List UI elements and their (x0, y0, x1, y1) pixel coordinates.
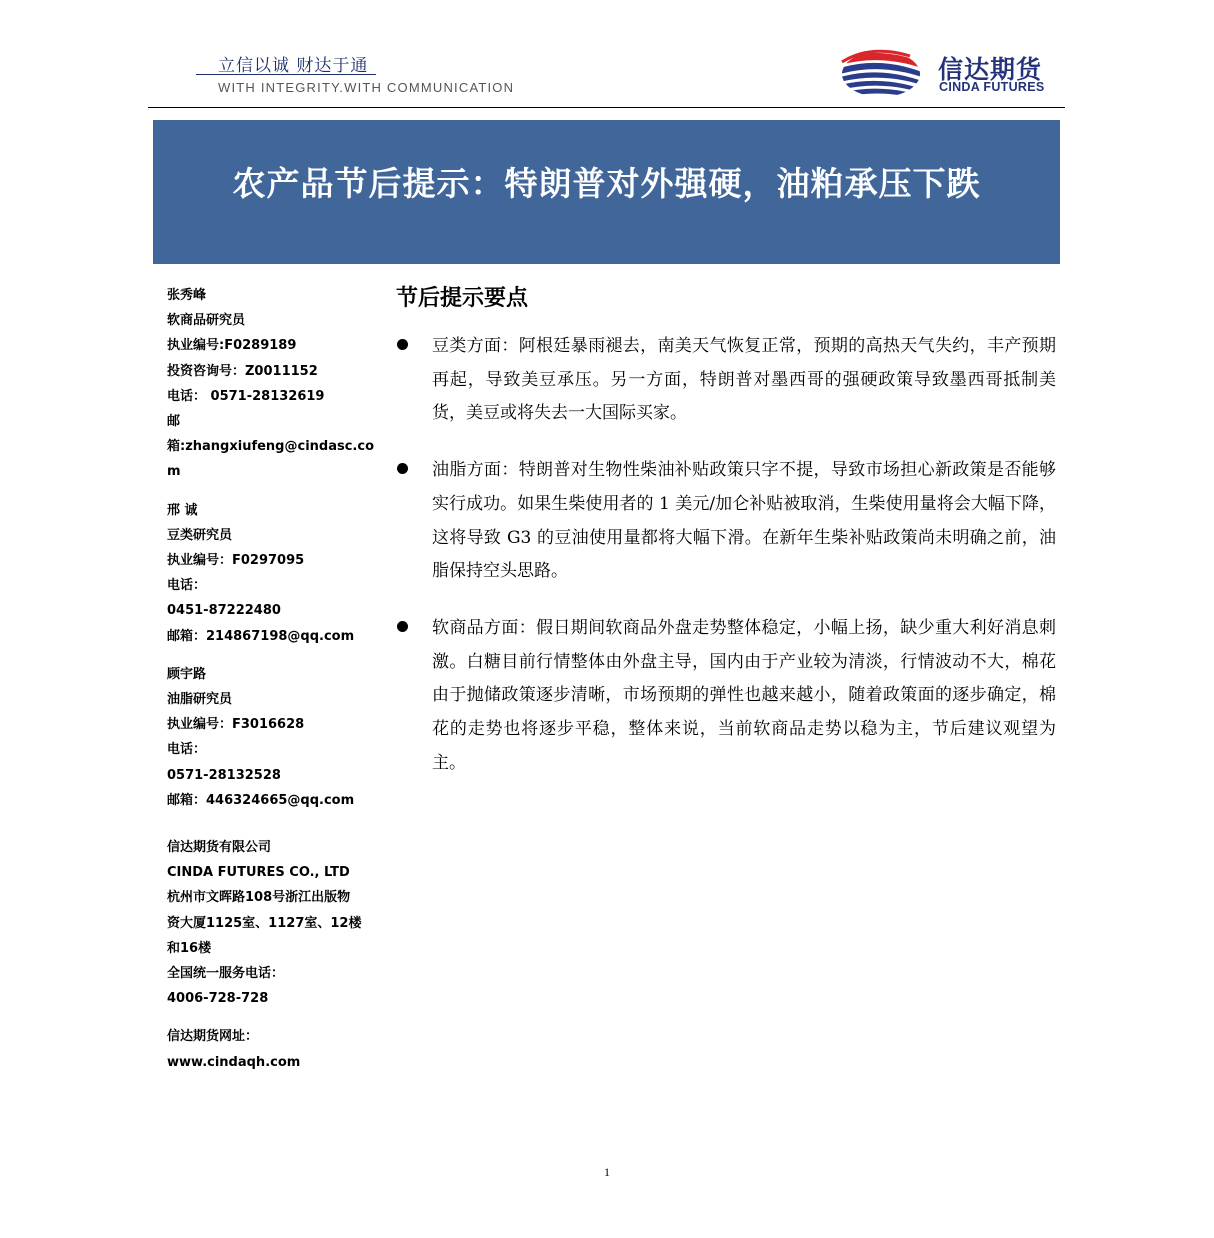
bullet-text: 油脂方面：特朗普对生物性柴油补贴政策只字不提，导致市场担心新政策是否能够实行成功。如果生柴使用者的 1 美元/加仑补贴被取消，生柴使用量将会大幅下降，这将导致 G3 的豆油使用量都将大幅下滑。在新年生柴补贴政策尚未明确之前，油脂保持空头思路。 (432, 460, 1056, 582)
analyst-email-tail: m (167, 464, 181, 480)
analyst-license: 执业编号:F0289189 (167, 338, 297, 354)
bullet-icon (397, 339, 408, 350)
analyst-role: 豆类研究员 (167, 527, 233, 543)
logo-chinese-name: 信达期货 (938, 55, 1043, 84)
analyst-phone: 电话： 0571-28132619 (167, 388, 325, 404)
analyst-sidebar (167, 283, 377, 1075)
analyst-email: 邮箱：214867198@qq.com (167, 628, 355, 644)
website-label: 信达期货网址： (167, 1029, 259, 1045)
analyst-name: 张秀峰 (167, 288, 207, 303)
logo-english-name: CINDA FUTURES (939, 80, 1045, 94)
list-item (396, 330, 1056, 431)
website-url: www.cindaqh.com (167, 1054, 301, 1070)
company-name-cn: 信达期货有限公司 (167, 840, 272, 856)
analyst-consult-number: 投资咨询号：Z0011152 (167, 363, 318, 379)
analyst-email-label: 邮 (167, 414, 181, 430)
company-address: 和16楼 (167, 940, 212, 956)
hotline-number: 4006-728-728 (167, 991, 269, 1007)
company-address: 杭州市文晖路108号浙江出版物 (167, 890, 351, 906)
analyst-role: 油脂研究员 (167, 692, 233, 708)
report-title: 农产品节后提示：特朗普对外强硬，油粕承压下跌 (232, 164, 981, 203)
bullet-icon (397, 463, 408, 474)
key-points-list (396, 330, 1056, 803)
analyst-phone-label: 电话： (167, 578, 207, 594)
section-title: 节后提示要点 (396, 285, 529, 311)
bullet-text: 豆类方面：阿根廷暴雨褪去，南美天气恢复正常，预期的高热天气失约，丰产预期再起，导致美豆承压。另一方面，特朗普对墨西哥的强硬政策导致墨西哥抵制美货，美豆或将失去一大国际买家。 (432, 336, 1056, 424)
company-address: 资大厦1125室、1127室、12楼 (167, 915, 362, 931)
analyst-license: 执业编号：F0297095 (167, 553, 305, 569)
page-number: 1 (604, 1165, 610, 1179)
bullet-icon (397, 621, 408, 632)
analyst-phone-label: 电话： (167, 742, 207, 758)
bullet-text: 软商品方面：假日期间软商品外盘走势整体稳定，小幅上扬，缺少重大利好消息刺激。白糖目前行情整体由外盘主导，国内由于产业较为清淡，行情波动不大，棉花由于抛储政策逐步清晰，市场预期的弹性也越来越小，随着政策面的逐步确定，棉花的走势也将逐步平稳，整体来说，当前软商品走势以稳为主，节后建议观望为主。 (432, 617, 1056, 773)
list-item (396, 454, 1056, 589)
analyst-phone: 0571-28132528 (167, 767, 281, 783)
cinda-futures-logo-icon (840, 48, 922, 98)
analyst-name: 邢 诚 (167, 502, 198, 518)
analyst-phone: 0451-87222480 (167, 603, 281, 619)
analyst-email: 箱:zhangxiufeng@cindasc.co (167, 439, 374, 455)
header-divider (148, 107, 1065, 108)
analyst-name: 顾宇路 (167, 666, 207, 682)
analyst-email: 邮箱：446324665@qq.com (167, 792, 355, 808)
title-banner (153, 120, 1060, 264)
company-name-en: CINDA FUTURES CO., LTD (167, 865, 350, 881)
list-item (396, 612, 1056, 781)
slogan-underline (196, 74, 376, 75)
hotline-label: 全国统一服务电话： (167, 966, 285, 982)
analyst-role: 软商品研究员 (167, 313, 246, 329)
slogan-chinese: 立信以诚 财达于通 (218, 56, 369, 76)
slogan-english: WITH INTEGRITY.WITH COMMUNICATION (218, 80, 515, 95)
analyst-license: 执业编号：F3016628 (167, 717, 305, 733)
